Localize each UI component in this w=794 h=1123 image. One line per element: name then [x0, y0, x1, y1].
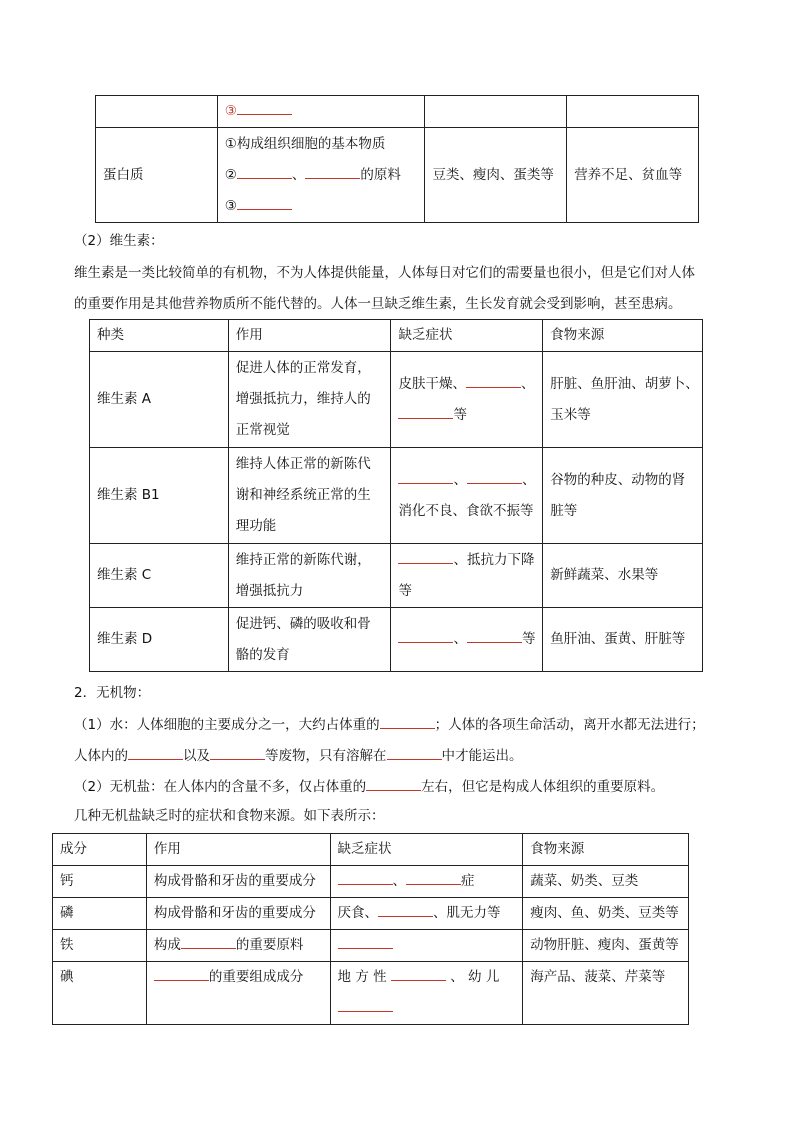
nutrient-table-top	[95, 95, 699, 223]
answer-blank[interactable]	[398, 548, 453, 564]
answer-blank[interactable]	[391, 965, 446, 981]
vitamin-food: 新鲜蔬菜、水果等	[543, 544, 703, 608]
answer-blank[interactable]	[398, 403, 453, 419]
answer-blank[interactable]	[210, 744, 265, 760]
header-cell: 食物来源	[543, 320, 703, 352]
answer-blank[interactable]	[398, 468, 453, 484]
answer-blank[interactable]	[128, 744, 183, 760]
vitamin-function: 促进人体的正常发育， 增强抵抗力，维持人的 正常视觉	[228, 352, 391, 448]
vitamin-deficiency: 皮肤干燥、 、 等	[391, 352, 543, 448]
answer-blank[interactable]	[378, 901, 433, 917]
answer-blank[interactable]	[154, 965, 209, 981]
water-line2: 人体内的 以及 等废物，只有溶解在 中才能运出。	[74, 744, 523, 766]
mineral-table	[52, 833, 689, 1025]
mineral-food: 海产品、菠菜、芹菜等	[523, 962, 689, 1025]
mineral-function: 构成 的重要原料	[146, 930, 330, 962]
answer-blank[interactable]	[406, 869, 461, 885]
answer-blank[interactable]	[366, 775, 421, 791]
mineral-function: 构成骨骼和牙齿的重要成分	[146, 898, 330, 930]
table-cell	[217, 96, 425, 128]
vitamin-deficiency: 、 、 消化不良、食欲不振等	[391, 448, 543, 544]
mineral-deficiency: 地 方 性 、 幼 儿	[330, 962, 523, 1025]
header-cell: 缺乏症状	[330, 834, 523, 866]
vitamin-food: 谷物的种皮、动物的肾 脏等	[543, 448, 703, 544]
answer-blank[interactable]	[466, 372, 521, 388]
salt-table-intro: 几种无机盐缺乏时的症状和食物来源。如下表所示：	[74, 808, 385, 824]
vitamin-intro-line2: 的重要作用是其他营养物质所不能代替的。人体一旦缺乏维生素，生长发育就会受到影响，甚至患病。	[74, 296, 682, 312]
mineral-food: 蔬菜、奶类、豆类	[523, 866, 689, 898]
table-cell	[567, 96, 699, 128]
protein-food: 豆类、瘦肉、蛋类等	[425, 128, 567, 223]
vitamin-name: 维生素 C	[90, 544, 229, 608]
inorganic-heading: 2．无机物：	[74, 685, 151, 701]
vitamin-name: 维生素 A	[90, 352, 229, 448]
mineral-function: 构成骨骼和牙齿的重要成分	[146, 866, 330, 898]
answer-blank[interactable]	[338, 996, 393, 1012]
mineral-name: 磷	[53, 898, 147, 930]
vitamin-deficiency: 、 等	[391, 608, 543, 672]
vitamin-deficiency: 、抵抗力下降 等	[391, 544, 543, 608]
vitamin-intro-line1: 维生素是一类比较简单的有机物，不为人体提供能量，人体每日对它们的需要量也很小，但是它们对人体	[74, 265, 695, 281]
vitamin-name: 维生素 D	[90, 608, 229, 672]
header-cell: 作用	[228, 320, 391, 352]
header-cell: 作用	[146, 834, 330, 866]
table-cell	[425, 96, 567, 128]
answer-blank[interactable]	[467, 468, 522, 484]
protein-deficiency: 营养不足、贫血等	[567, 128, 699, 223]
mineral-deficiency: 厌食、 、肌无力等	[330, 898, 523, 930]
mineral-deficiency	[330, 930, 523, 962]
header-cell: 缺乏症状	[391, 320, 543, 352]
mineral-name: 铁	[53, 930, 147, 962]
salt-line: （2）无机盐：在人体内的含量不多，仅占体重的 左右，但它是构成人体组织的重要原料。	[74, 775, 664, 797]
answer-blank[interactable]	[338, 933, 393, 949]
answer-blank[interactable]	[338, 869, 393, 885]
protein-function: ①构成组织细胞的基本物质 ② 、 的原料 ③	[217, 128, 425, 223]
vitamin-food: 肝脏、鱼肝油、胡萝卜、 玉米等	[543, 352, 703, 448]
vitamin-function: 维持人体正常的新陈代 谢和神经系统正常的生 理功能	[228, 448, 391, 544]
header-cell: 食物来源	[523, 834, 689, 866]
answer-blank[interactable]	[181, 933, 236, 949]
answer-blank[interactable]	[387, 744, 442, 760]
vitamin-function: 促进钙、磷的吸收和骨 骼的发育	[228, 608, 391, 672]
circle-number: ③	[224, 103, 237, 119]
header-cell: 种类	[90, 320, 229, 352]
answer-blank[interactable]	[237, 163, 292, 179]
mineral-function: 的重要组成成分	[146, 962, 330, 1025]
answer-blank[interactable]	[305, 163, 360, 179]
mineral-name: 碘	[53, 962, 147, 1025]
answer-blank[interactable]	[467, 627, 522, 643]
table-cell	[96, 96, 218, 128]
mineral-food: 瘦肉、鱼、奶类、豆类等	[523, 898, 689, 930]
vitamin-function: 维持正常的新陈代谢， 增强抵抗力	[228, 544, 391, 608]
header-cell: 成分	[53, 834, 147, 866]
answer-blank[interactable]	[380, 713, 435, 729]
protein-name: 蛋白质	[96, 128, 218, 223]
vitamin-table	[89, 319, 703, 672]
vitamin-heading: （2）维生素：	[74, 233, 164, 249]
mineral-name: 钙	[53, 866, 147, 898]
answer-blank[interactable]	[398, 627, 453, 643]
vitamin-food: 鱼肝油、蛋黄、肝脏等	[543, 608, 703, 672]
mineral-deficiency: 、 症	[330, 866, 523, 898]
mineral-food: 动物肝脏、瘦肉、蛋黄等	[523, 930, 689, 962]
water-line1: （1）水：人体细胞的主要成分之一，大约占体重的 ；人体的各项生命活动，离开水都无法进行；	[74, 713, 705, 735]
answer-blank[interactable]	[237, 99, 292, 115]
answer-blank[interactable]	[237, 194, 292, 210]
vitamin-name: 维生素 B1	[90, 448, 229, 544]
